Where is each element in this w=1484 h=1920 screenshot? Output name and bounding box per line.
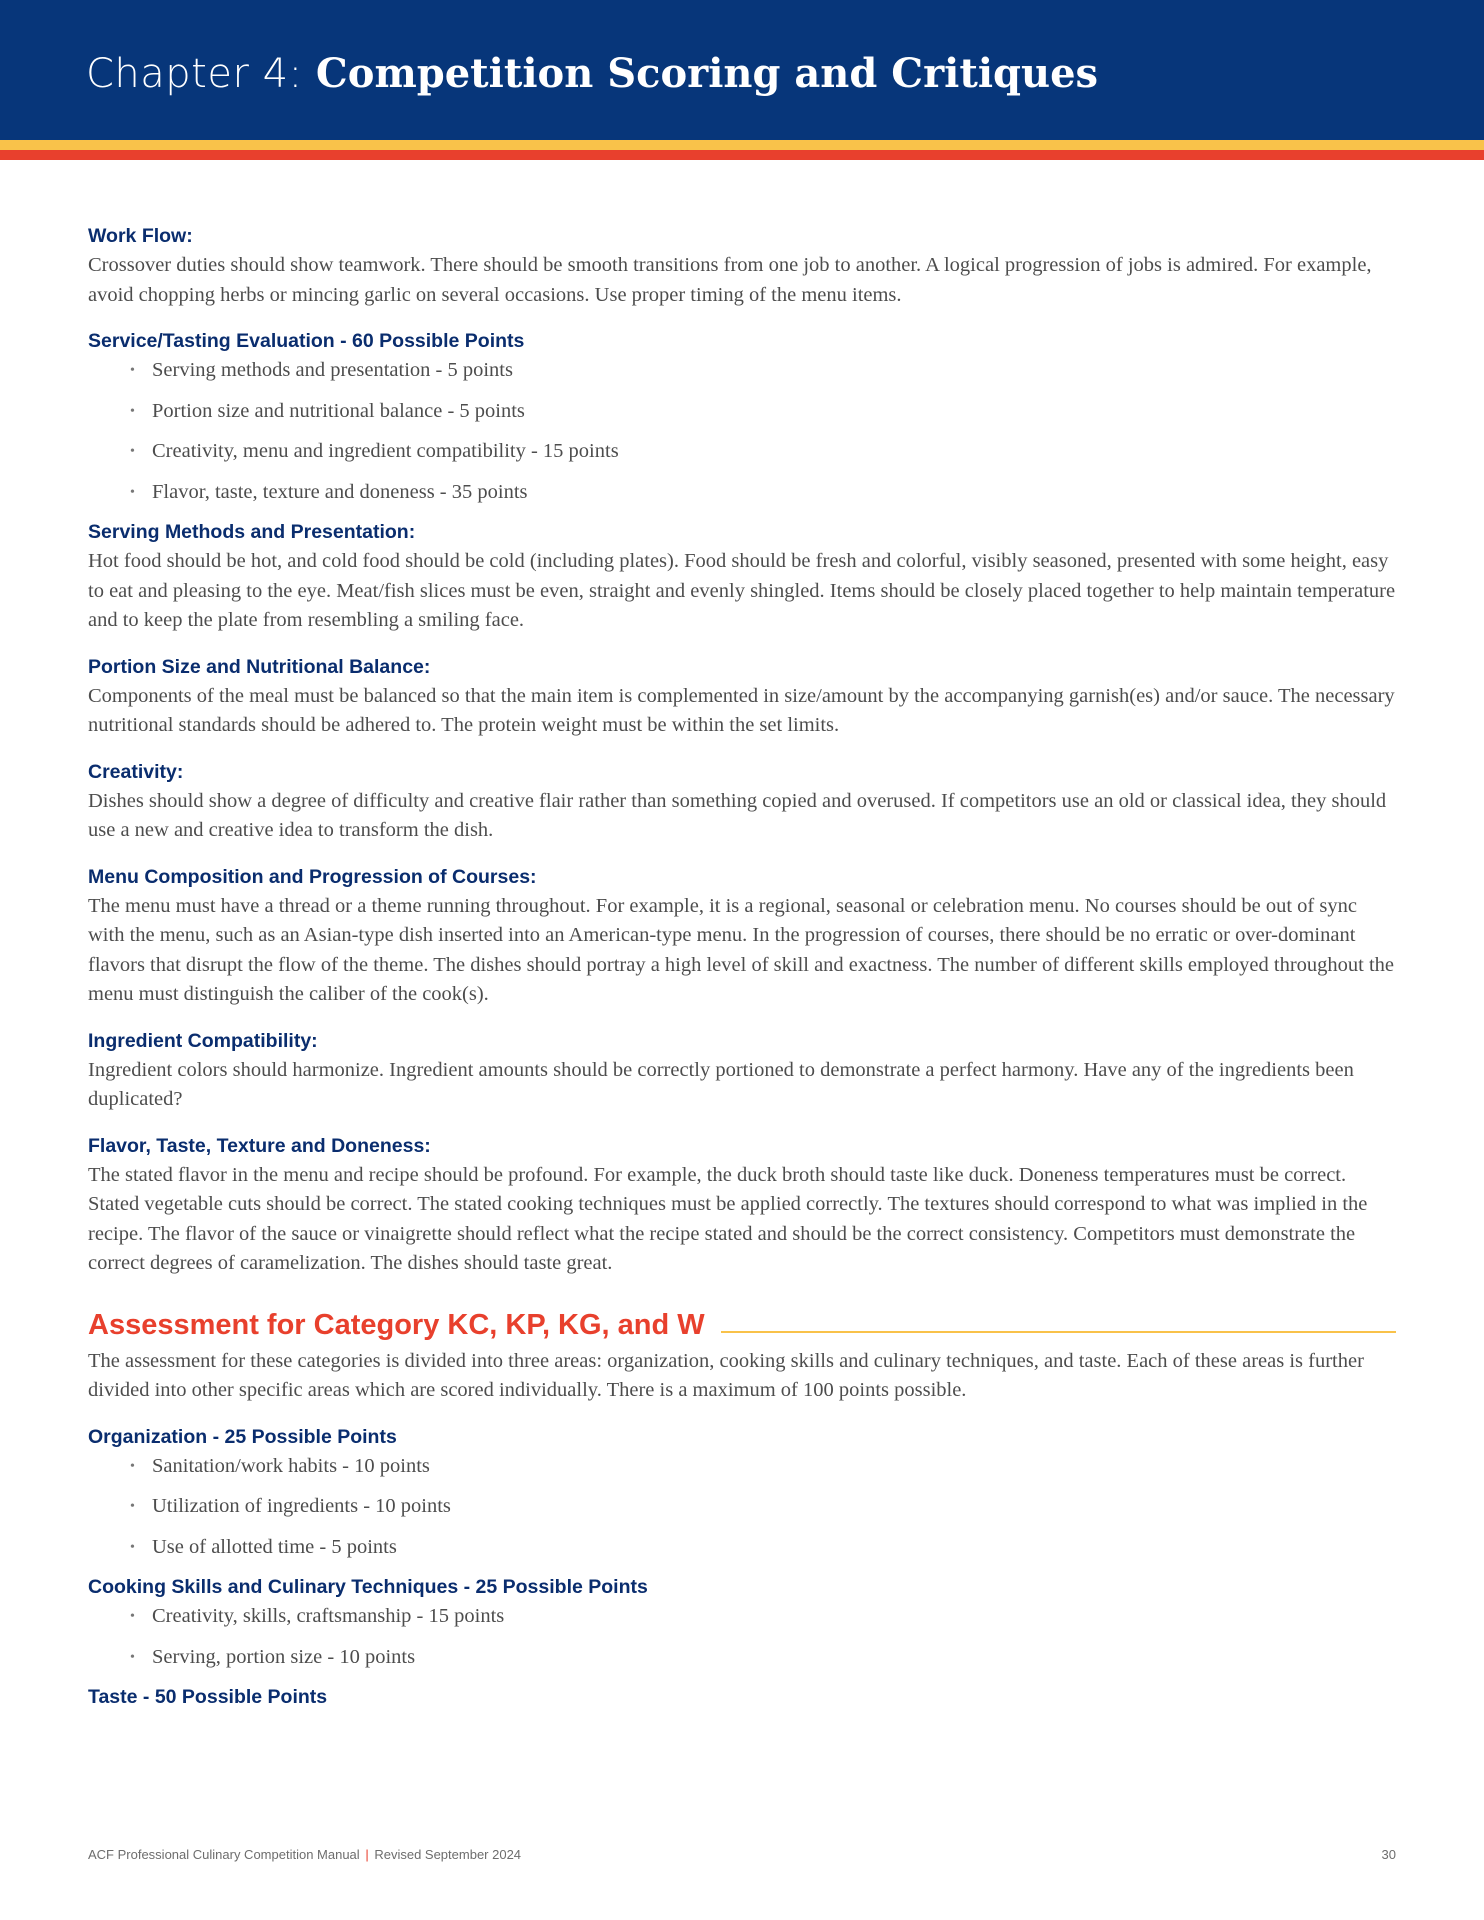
list-item: • Serving methods and presentation - 5 points xyxy=(130,356,1396,385)
section-label: Menu Composition and Progression of Courses: xyxy=(88,865,537,888)
assessment-title: Assessment for Category KC, KP, KG, and W xyxy=(88,1308,705,1341)
criteria-section xyxy=(88,518,1396,636)
section-label: Serving Methods and Presentation: xyxy=(88,521,416,543)
bullet-icon: • xyxy=(130,1609,135,1624)
footer-separator: | xyxy=(365,1847,369,1862)
section-label: Ingredient Compatibility: xyxy=(88,1029,318,1052)
page-number: 30 xyxy=(1381,1847,1396,1862)
list-item: • Utilization of ingredients - 10 points xyxy=(130,1492,1396,1521)
section-label: Flavor, Taste, Texture and Doneness: xyxy=(88,1134,431,1157)
section-label: Cooking Skills and Culinary Techniques - 25 Possible Points xyxy=(88,1576,648,1598)
points-list xyxy=(88,356,1396,507)
chapter-name: Competition Scoring and Critiques xyxy=(315,50,1099,97)
section-label: Creativity: xyxy=(88,760,184,783)
bullet-icon: • xyxy=(130,484,135,500)
header-stripe-red xyxy=(0,150,1484,160)
list-item: • Portion size and nutritional balance - 5 points xyxy=(130,397,1396,426)
section-label: Organization - 25 Possible Points xyxy=(88,1425,397,1448)
work-flow-section xyxy=(88,222,1396,310)
bullet-icon: • xyxy=(130,403,135,419)
bullet-icon: • xyxy=(130,363,135,378)
criteria-section xyxy=(88,1132,1396,1279)
bullet-icon: • xyxy=(130,1458,135,1474)
service-evaluation-section xyxy=(88,327,1396,507)
points-list xyxy=(88,1602,1396,1672)
assessment-heading xyxy=(88,1307,1396,1343)
cooking-skills-section xyxy=(88,1573,1396,1672)
footer-revised: Revised September 2024 xyxy=(374,1847,522,1862)
bullet-icon: • xyxy=(130,444,135,459)
section-text: Dishes should show a degree of difficulty and creative flair rather than something copied and overused. If competitors use an old or classical idea, they should use a new and creative idea to transform the dish. xyxy=(88,789,1387,841)
criteria-section xyxy=(88,758,1396,846)
chapter-title xyxy=(86,50,1099,97)
bullet-icon: • xyxy=(130,1499,135,1514)
page-footer xyxy=(88,1847,1396,1862)
list-item: • Flavor, taste, texture and doneness - 35 points xyxy=(130,478,1396,507)
heading-rule xyxy=(721,1331,1396,1333)
organization-section xyxy=(88,1423,1396,1562)
section-text: Crossover duties should show teamwork. There should be smooth transitions from one job to another. A logical progression of jobs is admired. For example, avoid chopping herbs or mincing garlic on several occasions. Use proper timing of the menu items. xyxy=(88,254,1372,306)
section-text: The menu must have a thread or a theme running throughout. For example, it is a regional, seasonal or celebration menu. No courses should be out of sync with the menu, such as an Asian-type dish inserted into an American-type menu. In the progression of courses, there should be no erratic or over-dominant flavors that disrupt the flow of the theme. The dishes should portray a high level of skill and exactness. The number of different skills employed throughout the menu must distinguish the caliber of the cook(s). xyxy=(88,894,1395,1005)
section-label: Service/Tasting Evaluation - 60 Possible Points xyxy=(88,330,525,352)
list-item: • Use of allotted time - 5 points xyxy=(130,1533,1396,1562)
section-text: Hot food should be hot, and cold food should be cold (including plates). Food should be fresh and colorful, visibly seasoned, presented with some height, easy to eat and pleasing to the eye. Meat/fish slices must be even, straight and evenly shingled. Items should be closely placed together to help maintain temperature and to keep the plate from resembling a smiling face. xyxy=(88,550,1396,631)
chapter-header xyxy=(0,0,1484,140)
page-content xyxy=(88,222,1396,1729)
criteria-section xyxy=(88,863,1396,1010)
bullet-icon: • xyxy=(130,1539,135,1555)
section-text: The stated flavor in the menu and recipe should be profound. For example, the duck broth should taste like duck. Doneness temperatures must be correct. Stated vegetable cuts should be correct. The stated cooking techniques must be applied correctly. The textures should correspond to what was implied in the recipe. The flavor of the sauce or vinaigrette should reflect what the recipe stated and should be the correct consistency. Competitors must demonstrate the correct degrees of caramelization. The dishes should taste great. xyxy=(88,1163,1368,1274)
points-list xyxy=(88,1452,1396,1562)
criteria-section xyxy=(88,1027,1396,1115)
header-stripe-yellow xyxy=(0,140,1484,150)
section-text: Components of the meal must be balanced so that the main item is complemented in size/amount by the accompanying garnish(es) and/or sauce. The necessary nutritional standards should be adhered to. The protein weight must be within the set limits. xyxy=(88,684,1395,736)
list-item: • Creativity, skills, craftsmanship - 15 points xyxy=(130,1602,1396,1631)
chapter-number: Chapter 4: xyxy=(86,51,303,97)
section-text: The assessment for these categories is divided into three areas: organization, cooking skills and culinary techniques, and taste. Each of these areas is further divided into other specific areas which are scored individually. There is a maximum of 100 points possible. xyxy=(88,1349,1364,1401)
section-label: Portion Size and Nutritional Balance: xyxy=(88,655,431,678)
assessment-intro xyxy=(88,1347,1396,1406)
bullet-icon: • xyxy=(130,1649,135,1665)
criteria-section xyxy=(88,653,1396,741)
list-item: • Serving, portion size - 10 points xyxy=(130,1643,1396,1672)
section-label: Work Flow: xyxy=(88,225,193,247)
section-label: Taste - 50 Possible Points xyxy=(88,1686,328,1708)
taste-section xyxy=(88,1683,1396,1712)
footer-manual-title: ACF Professional Culinary Competition Manual xyxy=(88,1847,360,1862)
section-text: Ingredient colors should harmonize. Ingredient amounts should be correctly portioned to demonstrate a perfect harmony. Have any of the ingredients been duplicated? xyxy=(88,1058,1354,1110)
list-item: • Sanitation/work habits - 10 points xyxy=(130,1452,1396,1481)
list-item: • Creativity, menu and ingredient compatibility - 15 points xyxy=(130,437,1396,466)
